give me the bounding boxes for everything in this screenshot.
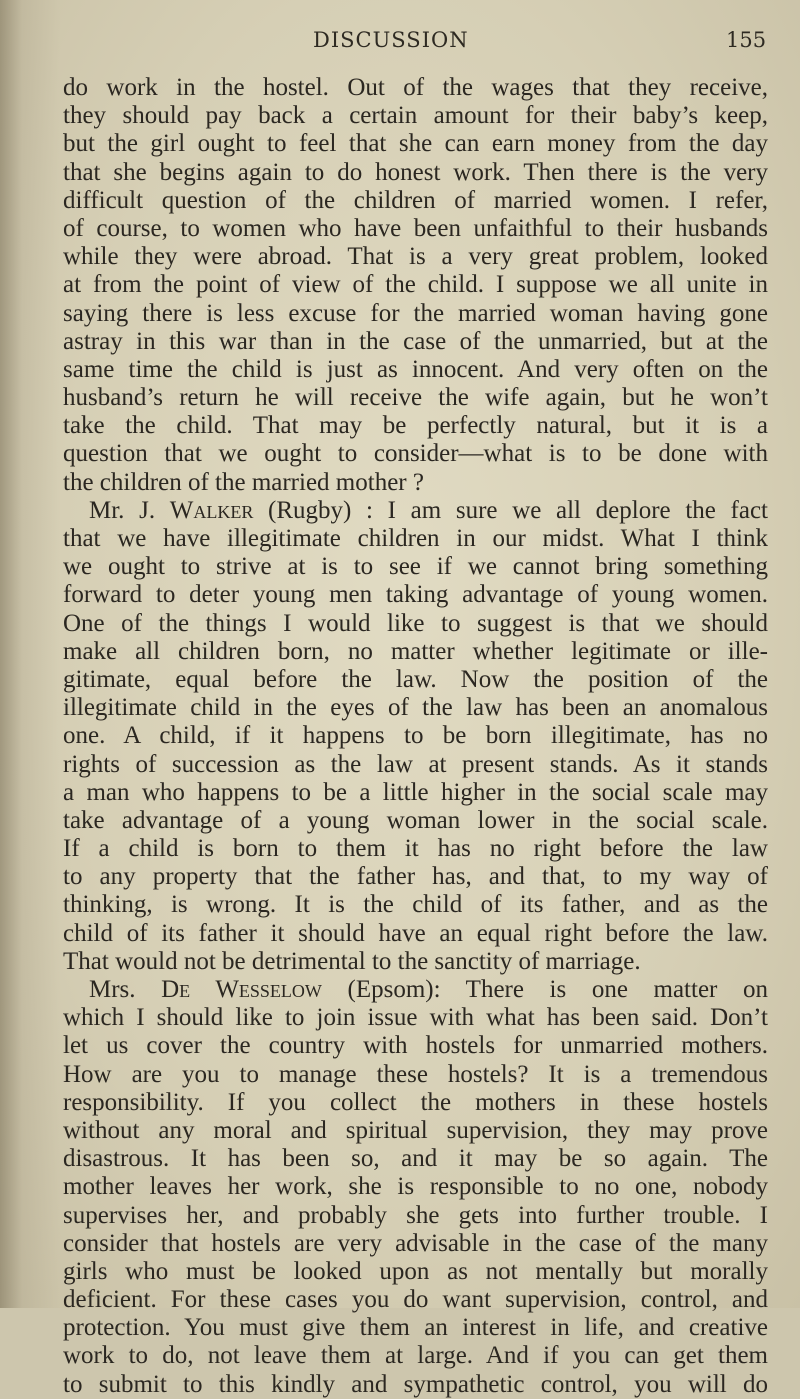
text-line: mother leaves her work, she is responsible to no one, nobody <box>63 1173 768 1201</box>
text-line: How are you to manage these hostels? It is a tremendous <box>63 1060 768 1088</box>
text-line: take the child. That may be perfectly natural, but it is a <box>63 412 768 440</box>
text-line: If a child is born to them it has no right before the law <box>63 835 768 863</box>
text-line: saying there is less excuse for the married woman having gone <box>63 299 768 327</box>
running-head-title: DISCUSSION <box>313 28 469 52</box>
text-line: same time the child is just as innocent. And very often on the <box>63 355 768 383</box>
text-line: child of its father it should have an equal right before the law. <box>63 919 768 947</box>
text-line: that we have illegitimate children in our midst. What I think <box>63 525 768 552</box>
text-line: do work in the hostel. Out of the wages that they receive, <box>63 74 768 101</box>
speaker-prefix: Mr. J. <box>89 496 170 524</box>
text-line: without any moral and spiritual supervision, they may prove <box>63 1116 768 1144</box>
text-line: the children of the married mother ? <box>63 468 424 496</box>
speaker-line-rest: (Epsom): There is one matter on <box>321 976 768 1003</box>
paragraph-1 <box>63 74 768 497</box>
text-line: disastrous. It has been so, and it may be so again. The <box>63 1145 768 1173</box>
text-line: rights of succession as the law at present stands. As it stands <box>63 750 768 778</box>
text-line: responsibility. If you collect the mothers in these hostels <box>63 1088 768 1116</box>
speaker-name: De Wesselow <box>161 976 322 1003</box>
text-line: they should pay back a certain amount for their baby’s keep, <box>63 102 768 130</box>
body-text <box>63 74 768 1399</box>
text-line: deficient. For these cases you do want supervision, control, and <box>63 1286 768 1314</box>
text-line: to any property that the father has, and that, to my way of <box>63 863 768 891</box>
text-line: while they were abroad. That is a very great problem, looked <box>63 243 768 271</box>
speaker-name: Walker <box>169 496 254 524</box>
paragraph-3 <box>63 976 768 1399</box>
text-line: astray in this war than in the case of the unmarried, but at the <box>63 327 768 355</box>
text-line: but the girl ought to feel that she can earn money from the day <box>63 130 768 158</box>
speaker-line-rest: (Rugby) : I am sure we all deplore the fact <box>253 496 768 524</box>
text-line: protection. You must give them an interest in life, and creative <box>63 1314 768 1342</box>
text-line: to submit to this kindly and sympathetic control, you will do <box>63 1370 768 1398</box>
text-line: a man who happens to be a little higher in the social scale may <box>63 778 768 806</box>
text-line: girls who must be looked upon as not mentally but morally <box>63 1257 768 1285</box>
text-line: forward to deter young men taking advantage of young women. <box>63 581 768 609</box>
text-line: make all children born, no matter whether legitimate or ille- <box>63 637 768 665</box>
running-head <box>0 28 800 62</box>
paragraph-2 <box>63 497 768 976</box>
text-line: supervises her, and probably she gets into further trouble. I <box>63 1201 768 1229</box>
text-line: That would not be detrimental to the sanctity of marriage. <box>63 947 641 975</box>
speaker-line <box>63 497 768 525</box>
text-line: husband’s return he will receive the wife again, but he won’t <box>63 384 768 412</box>
text-line: difficult question of the children of married women. I refer, <box>63 186 768 214</box>
text-line: One of the things I would like to suggest is that we should <box>63 609 768 637</box>
text-line: that she begins again to do honest work. Then there is the very <box>63 158 768 186</box>
speaker-prefix: Mrs. <box>89 976 162 1003</box>
text-line: which I should like to join issue with what has been said. Don’t <box>63 1004 768 1032</box>
text-line: we ought to strive at is to see if we cannot bring something <box>63 553 768 581</box>
text-line: let us cover the country with hostels for unmarried mothers. <box>63 1032 768 1060</box>
text-line: question that we ought to consider—what is to be done with <box>63 440 768 468</box>
text-line: take advantage of a young woman lower in the social scale. <box>63 806 768 834</box>
text-line: of course, to women who have been unfaithful to their husbands <box>63 214 768 242</box>
page-number: 155 <box>726 28 767 52</box>
text-line: illegitimate child in the eyes of the law has been an anomalous <box>63 694 768 722</box>
text-line: work to do, not leave them at large. And if you can get them <box>63 1342 768 1370</box>
text-line: gitimate, equal before the law. Now the position of the <box>63 665 768 693</box>
speaker-line <box>63 976 768 1004</box>
text-line: thinking, is wrong. It is the child of its father, and as the <box>63 891 768 919</box>
text-line: one. A child, if it happens to be born illegitimate, has no <box>63 722 768 750</box>
text-line: at from the point of view of the child. I suppose we all unite in <box>63 271 768 299</box>
text-line: consider that hostels are very advisable in the case of the many <box>63 1229 768 1257</box>
